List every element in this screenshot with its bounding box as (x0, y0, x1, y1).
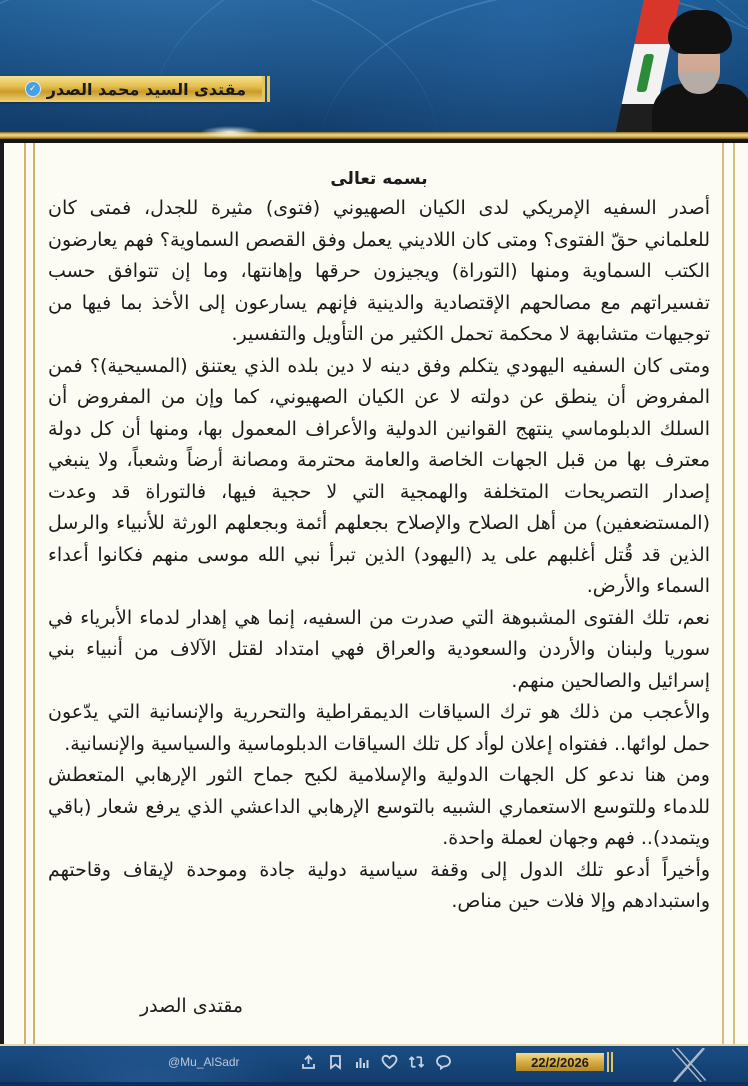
statement-paragraph: وأخيراً أدعو تلك الدول إلى وقفة سياسية دولية جادة وموحدة لإيقاف وقاحتهم واستبدادهم وإلا فلات حين مناص. (48, 858, 710, 912)
statement-paragraph: ومتى كان السفيه اليهودي يتكلم وفق دينه لا دين بلده الذي يعتنق (المسيحية)؟ فمن المفروض أن ينطق عن دولته لا عن الكيان الصهيوني، كما وإن من المفروض أن السلك الدبلوماسي ينتهج القوانين الدولية والأعراف المعمول بها، ومنها أن كل دولة معترف بها من قبل الجهات الخاصة والعامة محترمة ومصانة أرضاً وشعباً، ولا ينبغي إصدار التصريحات المتخلفة والهمجية التي لا حجية فيها، فالتوراة قد وعدت (المستضعفين) من أهل الصلاح والإصلاح بجعلهم أئمة وبجعلهم الورثة للأنبياء والرسل الذين قد قُتل أغلبهم على يد (اليهود) الذين تبرأ نبي الله موسى منهم فكانوا أعداء السماء والأرض. (48, 354, 710, 597)
analytics-icon[interactable] (354, 1052, 371, 1072)
statement-heading: بسمه تعالى (330, 169, 428, 189)
statement-paragraph: نعم، تلك الفتوى المشبوهة التي صدرت من السفيه، إنما هي إهدار لدماء الأبرياء في سوريا ولبنان والأردن والسعودية والعراق فهي امتداد لقتل الآلاف من أنبياء بني إسرائيل والصالحين منهم. (48, 606, 710, 692)
post-date: 22/2/2026 (516, 1053, 604, 1071)
signature: مقتدى الصدر (140, 995, 244, 1017)
profile-portrait (600, 0, 748, 132)
account-name: مقتدى السيد محمد الصدر (46, 79, 246, 99)
statement-document (4, 143, 748, 1044)
repost-icon[interactable] (408, 1052, 425, 1072)
footer-bar (0, 1044, 748, 1082)
statement-paragraph: ومن هنا ندعو كل الجهات الدولية والإسلامية لكبح جماح الثور الإرهابي المتعطش للدماء وللتوسع الاستعماري الشبيه بالتوسع الإرهابي الداعشي الذي يرفع شعار (باقي ويتمدد).. فهم وجهان لعملة واحدة. (48, 764, 710, 849)
x-logo-icon (668, 1048, 710, 1082)
header-banner (0, 0, 748, 132)
gold-divider (0, 132, 748, 139)
verified-badge-icon: ✓ (25, 81, 41, 97)
account-name-row (25, 80, 262, 99)
statement-paragraph: والأعجب من ذلك هو ترك السياقات الديمقراطية والتحررية والإنسانية التي يدّعون حمل لوائها.. ففتواه إعلان لوأد كل تلك السياقات الدبلوماسية والسياسية والإنسانية. (48, 701, 710, 755)
reply-icon[interactable] (435, 1052, 452, 1072)
account-handle[interactable]: @Mu_AlSadr (168, 1055, 240, 1069)
document-border-right (722, 143, 735, 1044)
post-actions (300, 1052, 452, 1072)
date-decoration (607, 1052, 613, 1072)
bookmark-icon[interactable] (327, 1052, 344, 1072)
document-border-left (24, 143, 35, 1044)
share-icon[interactable] (300, 1052, 317, 1072)
statement-body (48, 165, 710, 918)
portrait-turban (668, 10, 732, 54)
account-name-banner[interactable] (0, 76, 262, 102)
banner-decoration (262, 76, 272, 102)
heart-icon[interactable] (381, 1052, 398, 1072)
statement-paragraph: أصدر السفيه الإمريكي لدى الكيان الصهيوني (فتوى) مثيرة للجدل، فمتى كان للعلماني حقّ الفتوى؟ ومتى كان اللاديني يعمل وفق القصص السماوية؟ فهم يعارضون الكتب السماوية ومنها (التوراة) ويجيزون حرقها وإهانتها، وما إن تتوافق حسب تفسيراتهم مع مصالحهم الإقتصادية والدينية فإنهم يسارعون إلى الأخذ بما فيها من توجيهات متشابهة لا محكمة تحمل الكثير من التأويل والتفسير. (48, 197, 710, 345)
